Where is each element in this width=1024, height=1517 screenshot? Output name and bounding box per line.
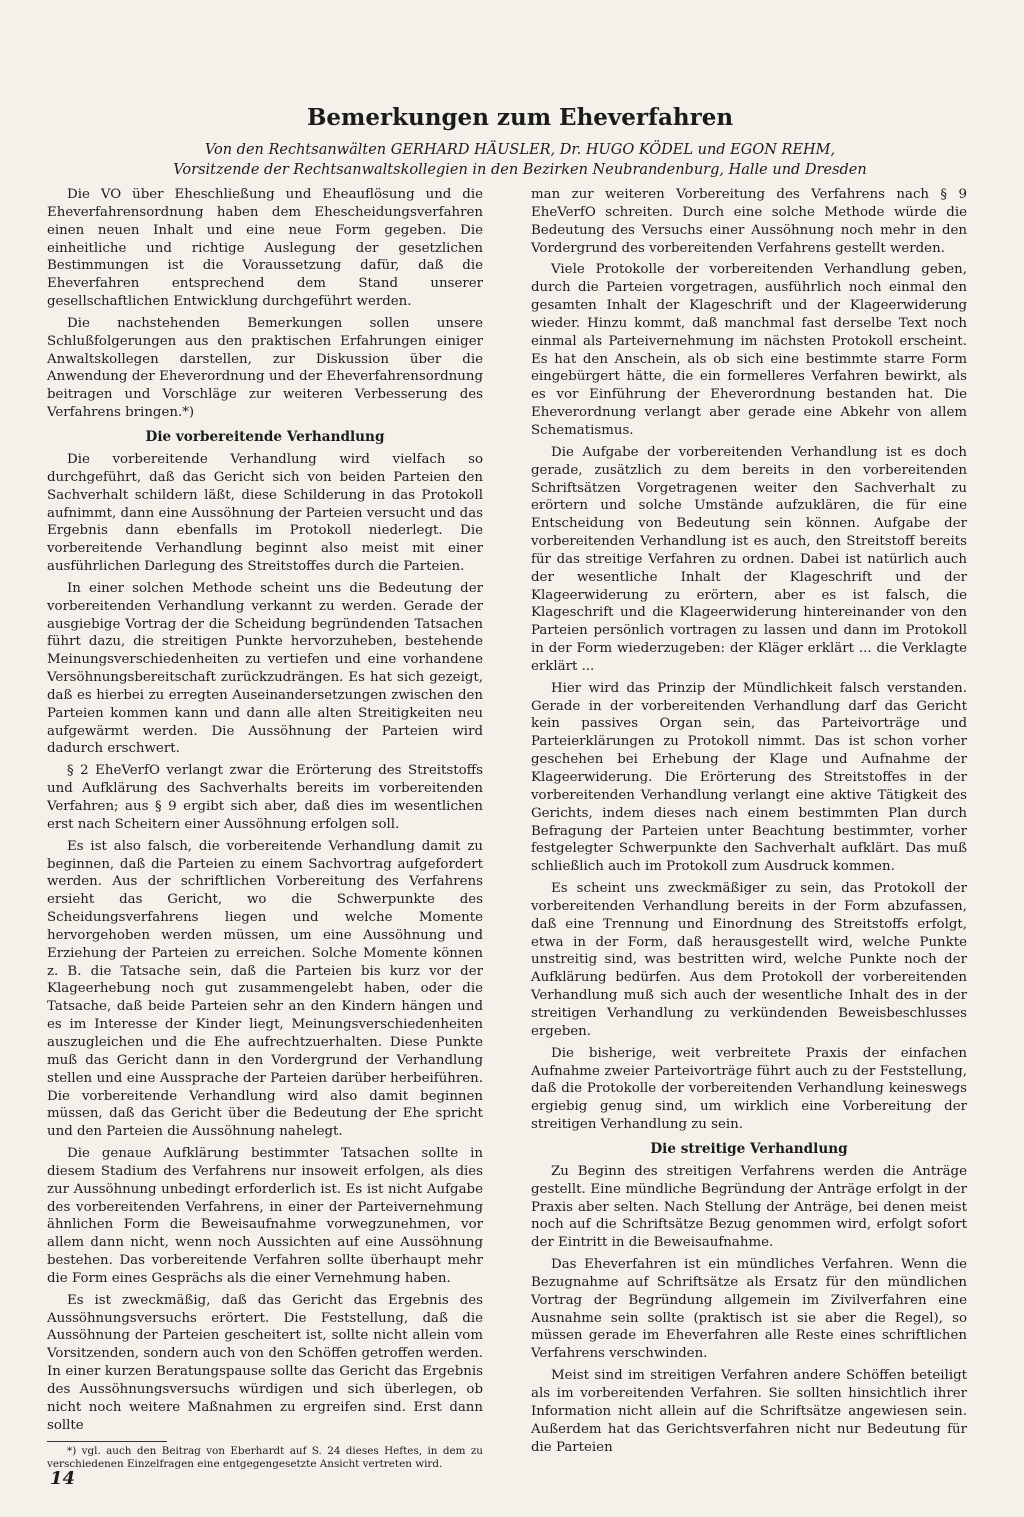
paragraph: Das Eheverfahren ist ein mündliches Verfahren. Wenn die Bezugnahme auf Schriftsätze als Ersatz für den mündlichen Vortrag der Begründung allgemein im Zivilverfahren eine Ausnahme sein sollte (praktisch ist sie aber die Regel), so müssen gerade im Eheverfahren alle Reste eines schriftlichen Verfahrens verschwinden. xyxy=(531,1257,967,1362)
article-byline xyxy=(80,140,960,180)
paragraph: In einer solchen Methode scheint uns die Bedeutung der vorbereitenden Verhandlung verkannt zu werden. Gerade der ausgiebige Vortrag der die Scheidung begründenden Tatsachen führt dazu, die streitigen Punkte hervorzuheben, bestehende Meinungsverschiedenheiten zu vertiefen und eine vorhandene Versöhnungsbereitschaft zurückzudrängen. Es hat sich gezeigt, daß es hierbei zu erregten Auseinandersetzungen zwischen den Parteien kommen kann und dann alle alten Streitigkeiten neu aufgewärmt werden. Die Aussöhnung der Parteien wird dadurch erschwert. xyxy=(47,580,483,757)
paragraph: Zu Beginn des streitigen Verfahrens werden die Anträge gestellt. Eine mündliche Begründung der Anträge erfolgt in der Praxis aber selten. Nach Stellung der Anträge, bei denen meist noch auf die Schriftsätze Bezug genommen wird, erfolgt sofort der Eintritt in die Beweisaufnahme. xyxy=(531,1163,967,1251)
paragraph: Die VO über Eheschließung und Eheauflösung und die Eheverfahrensordnung haben dem Ehescheidungsverfahren einen neuen Inhalt und eine neue Form gegeben. Die einheitliche und richtige Auslegung der gesetzlichen Bestimmungen ist die Voraussetzung dafür, daß die Eheverfahren entsprechend dem Stand unserer gesellschaftlichen Entwicklung durchgeführt werden. xyxy=(47,187,483,310)
paragraph: Die bisherige, weit verbreitete Praxis der einfachen Aufnahme zweier Parteivorträge führt auch zu der Feststellung, daß die Protokolle der vorbereitenden Verhandlung keineswegs ergiebig genug sind, um wirklich eine Vorbereitung der streitigen Verhandlung zu sein. xyxy=(531,1045,967,1133)
paragraph: Viele Protokolle der vorbereitenden Verhandlung geben, durch die Parteien vorgetragen, ausführlich noch einmal den gesamten Inhalt der Klageschrift und der Klageerwiderung wieder. Hinzu kommt, daß manchmal fast derselbe Text noch einmal als Parteivernehmung im nächsten Protokoll erscheint. Es hat den Anschein, als ob sich eine bestimmte starre Form eingebürgert hätte, die ein formelleres Verfahren bewirkt, als es vor Einführung der Eheverordnung bestanden hat. Die Eheverordnung verlangt aber gerade eine Abkehr von allem Schematismus. xyxy=(531,262,967,438)
paragraph: Die Aufgabe der vorbereitenden Verhandlung ist es doch gerade, zusätzlich zu dem bereits in den vorbereitenden Schriftsätzen Vorgetragenen weiter den Sachverhalt zu erörtern und solche Umstände aufzuklären, die für eine Entscheidung von Bedeutung sein können. Aufgabe der vorbereitenden Verhandlung ist es auch, den Streitstoff bereits für das streitige Verfahren zu ordnen. Dabei ist natürlich auch der wesentliche Inhalt der Klageschrift und der Klageerwiderung zu erörtern, aber es ist falsch, die Klageschrift und die Klageerwiderung hintereinander von den Parteien persönlich vortragen zu lassen und dann im Protokoll in der Form wiederzugeben: der Kläger erklärt ... die Verklagte erklärt ... xyxy=(531,444,967,674)
footnote: *) vgl. auch den Beitrag von Eberhardt auf S. 24 dieses Heftes, in dem zu verschiedenen Einzelfragen eine entgegengesetzte Ansicht vertreten wird. xyxy=(47,1444,483,1470)
paragraph: Die genaue Aufklärung bestimmter Tatsachen sollte in diesem Stadium des Verfahrens nur insoweit erfolgen, als dies zur Aussöhnung unbedingt erforderlich ist. Es ist nicht Aufgabe des vorbereitenden Verfahrens, in einer der Parteivernehmung ähnlichen Form die Beweisaufnahme vorwegzunehmen, vor allem dann nicht, wenn noch Aussichten auf eine Aussöhnung bestehen. Das vorbereitende Verfahren sollte überhaupt mehr die Form eines Gesprächs als die einer Vernehmung haben. xyxy=(47,1146,483,1286)
byline-affiliation: Vorsitzende der Rechtsanwaltskollegien in den Bezirken Neubrandenburg, Halle und Dresden xyxy=(173,162,867,178)
paragraph: Hier wird das Prinzip der Mündlichkeit falsch verstanden. Gerade in der vorbereitenden Verhandlung darf das Gericht kein passives Organ sein, das Parteivorträge und Parteierklärungen zu Protokoll nimmt. Das ist schon vorher geschehen bei Erhebung der Klage und Aufnahme der Klageerwiderung. Die Erörterung des Streitstoffes in der vorbereitenden Verhandlung verlangt eine aktive Tätigkeit des Gerichts, indem dieses nach einem bestimmten Plan durch Befragung der Parteien unter Beachtung bestimmter, vorher festgelegter Schwerpunkte den Sachverhalt aufklärt. Das muß schließlich auch im Protokoll zum Ausdruck kommen. xyxy=(531,680,967,875)
paragraph: Die vorbereitende Verhandlung wird vielfach so durchgeführt, daß das Gericht sich von beiden Parteien den Sachverhalt schildern läßt, diese Schilderung in das Protokoll aufnimmt, dann eine Aussöhnung der Parteien versucht und das Ergebnis dann ebenfalls im Protokoll niederlegt. Die vorbereitende Verhandlung beginnt also meist mit einer ausführlichen Darlegung des Streitstoffes durch die Parteien. xyxy=(47,451,483,575)
paragraph: Es ist also falsch, die vorbereitende Verhandlung damit zu beginnen, daß die Parteien zu einem Sachvortrag aufgefordert werden. Aus der schriftlichen Vorbereitung des Verfahrens ersieht das Gericht, wo die Schwerpunkte des Scheidungsverfahrens liegen und welche Momente hervorgehoben werden müssen, um eine Aussöhnung und Erziehung der Parteien zu erreichen. Solche Momente können z. B. die Tatsache sein, daß die Parteien bis kurz vor der Klageerhebung noch gut zusammengelebt haben, oder die Tatsache, daß beide Parteien sehr an den Kindern hängen und es im Interesse der Kinder liegt, Meinungsverschiedenheiten auszugleichen und die Ehe aufrechtzuerhalten. Diese Punkte muß das Gericht dann in den Vordergrund der Verhandlung stellen und eine Aussprache der Parteien darüber herbeiführen. Die vorbereitende Verhandlung wird also damit beginnen müssen, daß das Gericht über die Bedeutung der Ehe spricht und den Parteien die Aussöhnung nahelegt. xyxy=(47,838,483,1140)
paragraph: Meist sind im streitigen Verfahren andere Schöffen beteiligt als im vorbereitenden Verfahren. Sie sollten hinsichtlich ihrer Information nicht allein auf die Schriftsätze angewiesen sein. Außerdem hat das Gerichtsverfahren nicht nur Bedeutung für die Parteien xyxy=(531,1368,967,1455)
paragraph: Es scheint uns zweckmäßiger zu sein, das Protokoll der vorbereitenden Verhandlung bereits in der Form abzufassen, daß eine Trennung und Einordnung des Streitstoffs erfolgt, etwa in der Form, daß herausgestellt wird, welche Punkte unstreitig sind, was bestritten wird, welche Punkte noch der Aufklärung bedürfen. Aus dem Protokoll der vorbereitenden Verhandlung muß sich auch der wesentliche Inhalt des in der streitigen Verhandlung zu verkündenden Beweisbeschlusses ergeben. xyxy=(531,881,967,1039)
paragraph: Es ist zweckmäßig, daß das Gericht das Ergebnis des Aussöhnungsversuchs erörtert. Die Feststellung, daß die Aussöhnung der Parteien gescheitert ist, sollte nicht allein vom Vorsitzenden, sondern auch von den Schöffen getroffen werden. In einer kurzen Beratungspause sollte das Gericht das Ergebnis des Aussöhnungsversuchs würdigen und sich überlegen, ob nicht noch weitere Maßnahmen zu ergreifen sind. Erst dann sollte xyxy=(47,1292,483,1433)
paragraph: man zur weiteren Vorbereitung des Verfahrens nach § 9 EheVerfO schreiten. Durch eine solche Methode würde die Bedeutung des Versuchs einer Aussöhnung noch mehr in den Vordergrund des vorbereitenden Verfahrens gestellt werden. xyxy=(531,187,967,256)
article-title: Bemerkungen zum Eheverfahren xyxy=(306,104,734,131)
paragraph: § 2 EheVerfO verlangt zwar die Erörterung des Streitstoffs und Aufklärung des Sachverhalts bereits im vorbereitenden Verfahren; aus § 9 ergibt sich aber, daß dies im wesentlichen erst nach Scheitern einer Aussöhnung erfolgen soll. xyxy=(47,763,483,832)
article-body xyxy=(47,186,967,1475)
left-column xyxy=(47,186,483,1475)
right-column xyxy=(531,186,967,1475)
section-heading: Die vorbereitende Verhandlung xyxy=(145,428,385,445)
paragraph: Die nachstehenden Bemerkungen sollen unsere Schlußfolgerungen aus den praktischen Erfahrungen einiger Anwaltskollegen darstellen, zur Diskussion über die Anwendung der Eheverordnung und der Eheverfahrensordnung beitragen und Vorschläge zur weiteren Verbesserung des Verfahrens bringen.*) xyxy=(47,315,483,421)
section-heading: Die streitige Verhandlung xyxy=(650,1140,848,1157)
footnote-divider xyxy=(47,1441,167,1442)
page-number: 14 xyxy=(50,1468,76,1489)
byline-authors: Von den Rechtsanwälten GERHARD HÄUSLER, Dr. HUGO KÖDEL und EGON REHM, xyxy=(204,142,836,158)
